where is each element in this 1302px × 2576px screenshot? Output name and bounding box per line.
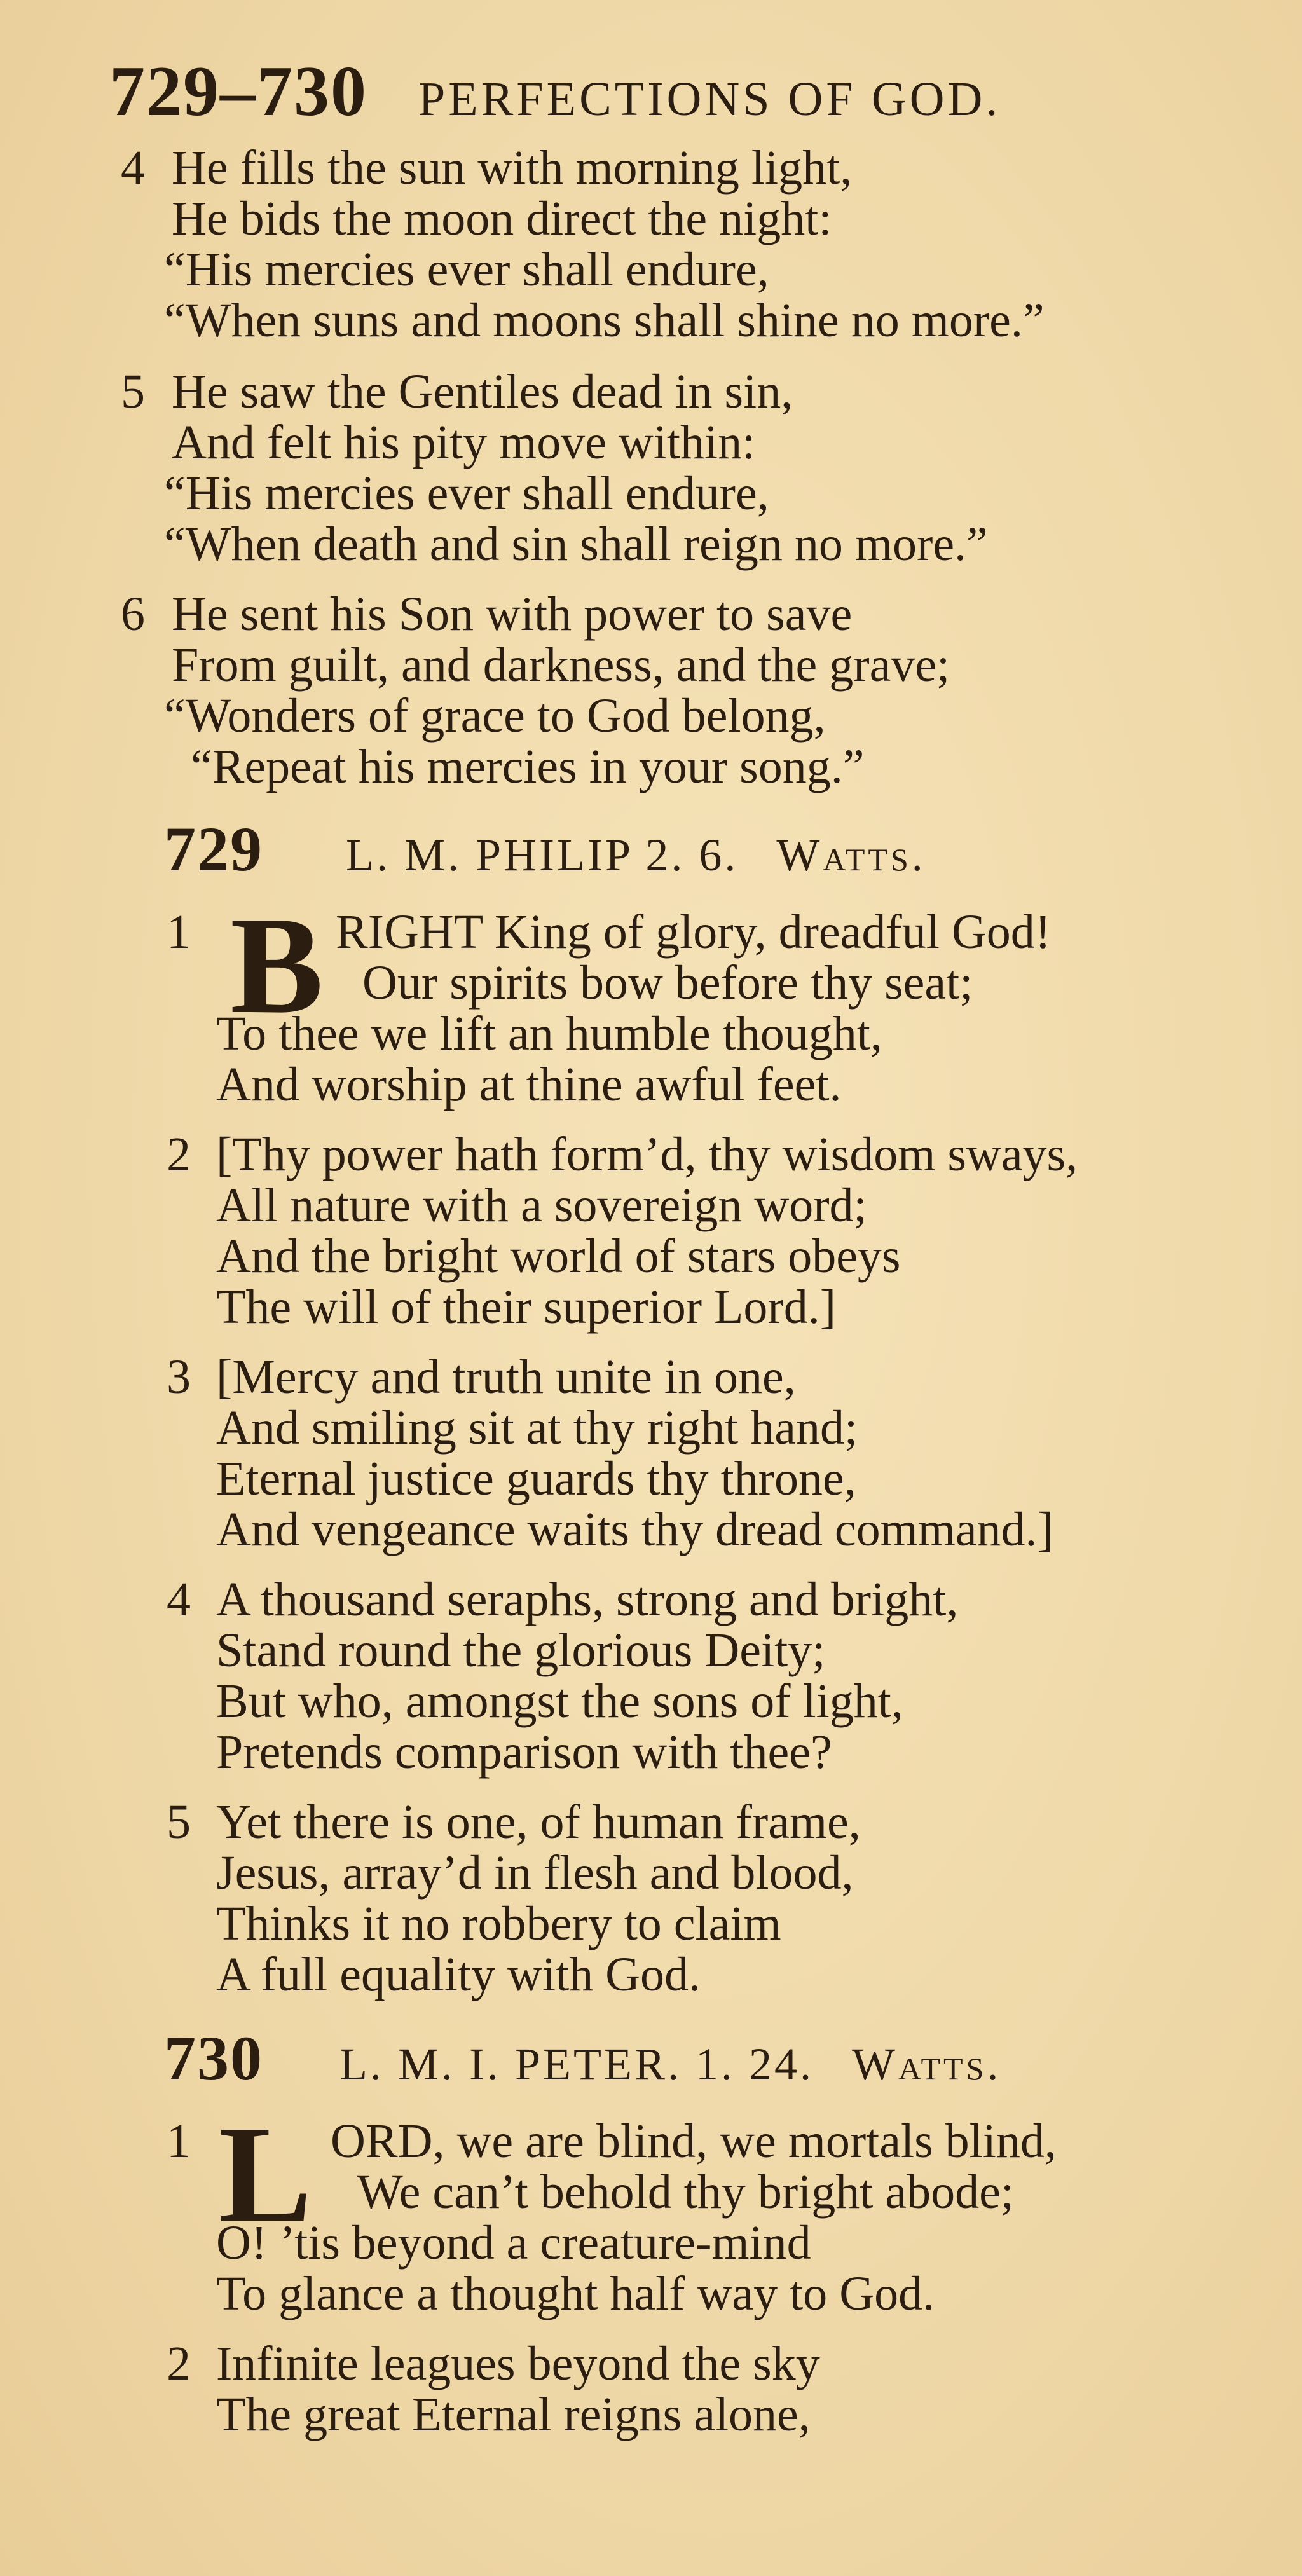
verse-line: He fills the sun with morning light,: [172, 141, 853, 195]
verse-line: And vengeance waits thy dread command.]: [216, 1503, 1053, 1556]
verse-line: Jesus, array’d in flesh and blood,: [216, 1846, 854, 1900]
hymn-meter-and-scripture: L. M. I. PETER. 1. 24.: [339, 2039, 814, 2090]
page-range: 729–730: [109, 52, 367, 131]
stanza-number: 5: [167, 1795, 191, 1849]
verse-line: He sent his Son with power to save: [172, 587, 853, 641]
verse-line: “When death and sin shall reign no more.”: [164, 517, 988, 571]
verse-line: Thinks it no robbery to claim: [216, 1897, 781, 1950]
verse-line: O! ’tis beyond a creature-mind: [216, 2216, 811, 2270]
stanza-number: 2: [167, 1128, 191, 1181]
verse-line: And worship at thine awful feet.: [216, 1058, 842, 1111]
verse-line: A full equality with God.: [216, 1948, 701, 2001]
hymn-meter-and-scripture: L. M. PHILIP 2. 6.: [346, 830, 739, 880]
verse-line: “His mercies ever shall endure,: [164, 243, 769, 296]
stanza-number: 1: [167, 905, 191, 959]
drop-cap: L: [219, 2097, 312, 2252]
verse-line: Stand round the glorious Deity;: [216, 1624, 826, 1677]
stanza-number: 3: [167, 1350, 191, 1404]
verse-line: Our spirits bow before thy seat;: [362, 956, 973, 1010]
verse-line: “Repeat his mercies in your song.”: [191, 740, 865, 793]
verse-line: Pretends comparison with thee?: [216, 1725, 832, 1779]
verse-line: “When suns and moons shall shine no more.”: [164, 294, 1045, 347]
verse-line: [Mercy and truth unite in one,: [216, 1350, 796, 1404]
hymn-author: Watts.: [776, 830, 926, 880]
verse-line: Infinite leagues beyond the sky: [216, 2337, 820, 2390]
verse-line: “Wonders of grace to God belong,: [164, 689, 826, 743]
verse-line: RIGHT King of glory, dreadful God!: [336, 905, 1052, 959]
hymn-author: Watts.: [851, 2039, 1002, 2090]
verse-line: Yet there is one, of human frame,: [216, 1795, 861, 1849]
verse-line: To glance a thought half way to God.: [216, 2267, 935, 2320]
running-header: [109, 51, 1266, 131]
stanza-number: 1: [167, 2114, 191, 2168]
verse-line: But who, amongst the sons of light,: [216, 1675, 903, 1728]
drop-cap: B: [230, 887, 324, 1043]
verse-line: To thee we lift an humble thought,: [216, 1007, 882, 1060]
stanza-number: 6: [121, 587, 145, 641]
stanza-number: 4: [121, 141, 145, 195]
hymn-number: 730: [164, 2023, 263, 2093]
verse-line: And the bright world of stars obeys: [216, 1230, 901, 1283]
verse-line: We can’t behold thy bright abode;: [357, 2165, 1014, 2219]
hymn-heading: [164, 2022, 1001, 2092]
verse-line: He bids the moon direct the night:: [172, 192, 832, 245]
verse-line: [Thy power hath form’d, thy wisdom sways,: [216, 1128, 1078, 1181]
verse-line: ORD, we are blind, we mortals blind,: [331, 2114, 1057, 2168]
hymn-number: 729: [164, 814, 263, 884]
stanza-number: 4: [167, 1573, 191, 1626]
verse-line: From guilt, and darkness, and the grave;: [172, 638, 950, 692]
hymn-heading: [164, 812, 926, 882]
verse-line: All nature with a sovereign word;: [216, 1179, 867, 1232]
verse-line: A thousand seraphs, strong and bright,: [216, 1573, 959, 1626]
verse-line: The will of their superior Lord.]: [216, 1280, 837, 1334]
stanza-number: 2: [167, 2337, 191, 2390]
verse-line: Eternal justice guards thy throne,: [216, 1452, 856, 1505]
verse-line: The great Eternal reigns alone,: [216, 2388, 811, 2441]
verse-line: He saw the Gentiles dead in sin,: [172, 365, 793, 418]
verse-line: And felt his pity move within:: [172, 416, 756, 469]
stanza-number: 5: [121, 365, 145, 418]
verse-line: “His mercies ever shall endure,: [164, 467, 769, 520]
page-title: PERFECTIONS OF GOD.: [418, 72, 1001, 126]
verse-line: And smiling sit at thy right hand;: [216, 1401, 858, 1455]
